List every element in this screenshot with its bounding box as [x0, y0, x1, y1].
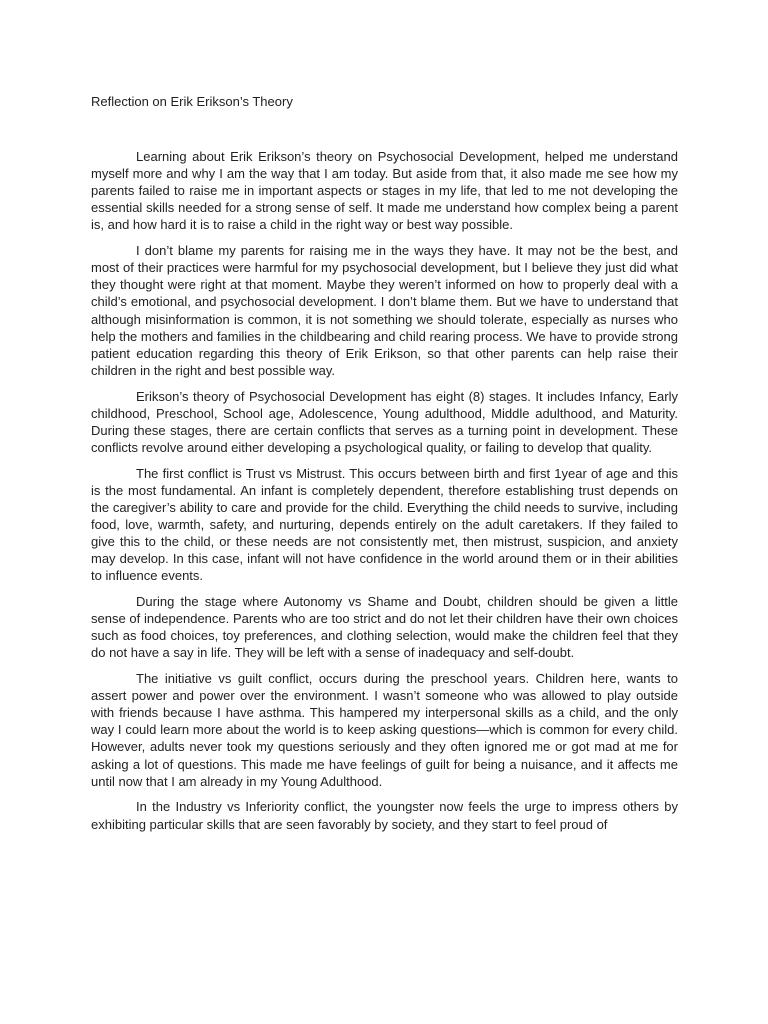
paragraph-7: In the Industry vs Inferiority conflict, the youngster now feels the urge to impress others by exhibiting particular skills that are seen favorably by society, and they start to feel proud of — [91, 799, 678, 832]
paragraph-2: I don’t blame my parents for raising me in the ways they have. It may not be the best, and most of their practices were harmful for my psychosocial development, but I believe they just did what they thought were right at that moment. Maybe they weren’t informed on how to properly deal with a child’s emotional, and psychosocial development. I don’t blame them. But we have to understand that although misinformation is common, it is not something we should tolerate, especially as nurses who help the mothers and families in the childbearing and child rearing process. We have to provide strong patient education regarding this theory of Erik Erikson, so that other parents can help raise their children in the right and best possible way. — [91, 243, 678, 378]
paragraph-3: Erikson’s theory of Psychosocial Development has eight (8) stages. It includes Infancy, Early childhood, Preschool, School age, Adolescence, Young adulthood, Middle adulthood, and Maturity. During these stages, there are certain conflicts that serves as a turning point in development. These conflicts revolve around either developing a psychological quality, or failing to develop that quality. — [91, 388, 678, 455]
paragraph-4: The first conflict is Trust vs Mistrust. This occurs between birth and first 1year of age and this is the most fundamental. An infant is completely dependent, therefore establishing trust depends on the caregiver’s ability to care and provide for the child. Everything the child needs to survive, including food, love, warmth, safety, and nurturing, depends entirely on the adult caretakers. If they failed to give this to the child, or these needs are not consistently met, then mistrust, suspicion, and anxiety may develop. In this case, infant will not have confidence in the world around them or in their abilities to influence events. — [91, 465, 678, 584]
paragraph-5: During the stage where Autonomy vs Shame and Doubt, children should be given a little sense of independence. Parents who are too strict and do not let their children have their own choices such as food choices, toy preferences, and clothing selection, would make the children feel that they do not have a say in life. They will be left with a sense of inadequacy and self-doubt. — [91, 594, 678, 661]
paragraph-6: The initiative vs guilt conflict, occurs during the preschool years. Children here, wants to assert power and power over the environment. I wasn’t someone who was allowed to play outside with friends because I have asthma. This hampered my interpersonal skills as a child, and the only way I could learn more about the world is to keep asking questions—which is common for every child. However, adults never took my questions seriously and they often ignored me or got mad at me for asking a lot of questions. This made me have feelings of guilt for being a nuisance, and it affects me until now that I am already in my Young Adulthood. — [91, 671, 678, 789]
document-title: Reflection on Erik Erikson’s Theory — [91, 94, 293, 109]
paragraph-1: Learning about Erik Erikson’s theory on Psychosocial Development, helped me understand myself more and why I am the way that I am today. But aside from that, it also made me see how my parents failed to raise me in important aspects or stages in my life, that led to me not developing the essential skills needed for a strong sense of self. It made me understand how complex being a parent is, and how hard it is to raise a child in the right way or best way possible. — [91, 149, 678, 233]
document-body — [91, 148, 678, 841]
